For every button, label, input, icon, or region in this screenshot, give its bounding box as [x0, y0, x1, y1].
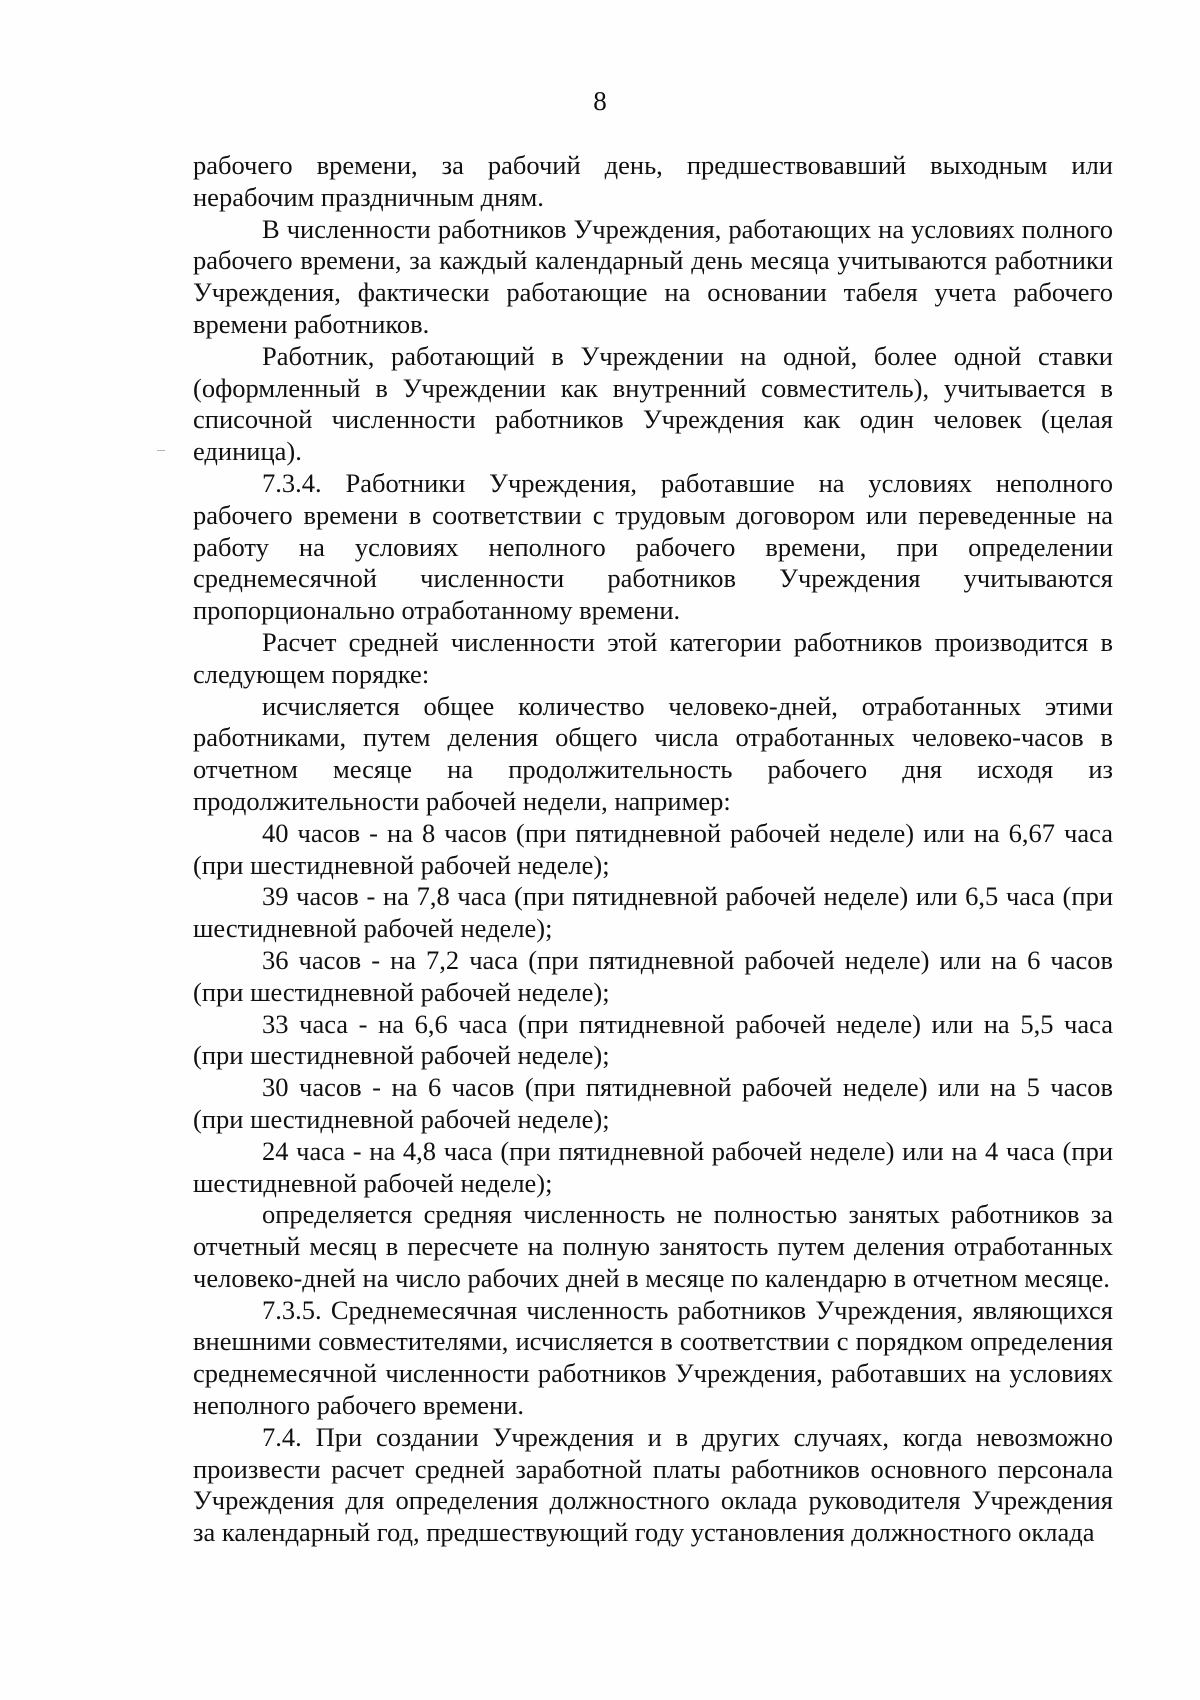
- paragraph-internal-part-timer: Работник, работающий в Учреждении на одной, более одной ставки (оформленный в Учреждении как внутренний совместитель), учитывается в списочной численности работников Учреждения как один человек (целая единица).: [193, 340, 1113, 467]
- list-item-24-hours: 24 часа - на 4,8 часа (при пятидневной рабочей неделе) или на 4 часа (при шестидневной рабочей неделе);: [193, 1135, 1113, 1198]
- paragraph-person-days: исчисляется общее количество человеко-дней, отработанных этими работниками, путем деления общего числа отработанных человеко-часов в отчетном месяце на продолжительность рабочего дня исходя из продолжительности рабочей недели, например:: [193, 690, 1113, 816]
- list-item-39-hours: 39 часов - на 7,8 часа (при пятидневной рабочей неделе) или 6,5 часа (при шестидневной рабочей неделе);: [193, 881, 1113, 944]
- page-number: 8: [593, 86, 607, 116]
- paragraph-average-count: определяется средняя численность не полностью занятых работников за отчетный месяц в пересчете на полную занятость путем деления отработанных человеко-дней на число рабочих дней в месяце по календарю в отчетном месяце.: [193, 1199, 1113, 1293]
- list-item-40-hours: 40 часов - на 8 часов (при пятидневной рабочей неделе) или на 6,67 часа (при шестидневной рабочей неделе);: [193, 817, 1113, 880]
- document-body: [193, 150, 1113, 1549]
- list-item-30-hours: 30 часов - на 6 часов (при пятидневной рабочей неделе) или на 5 часов (при шестидневной рабочей неделе);: [193, 1072, 1113, 1134]
- scan-mark: [157, 450, 165, 451]
- paragraph-7-3-4: 7.3.4. Работники Учреждения, работавшие на условиях неполного рабочего времени в соответствии с трудовым договором или переведенные на работу на условиях неполного рабочего времени, при определении среднемесячной численности работников Учреждения учитываются пропорционально отработанному времени.: [193, 467, 1113, 626]
- paragraph-7-4: 7.4. При создании Учреждения и в других случаях, когда невозможно произвести расчет средней заработной платы работников основного персонала Учреждения для определения должностного оклада руководителя Учреждения за календарный год, предшествующий году установления должностного оклада: [193, 1421, 1113, 1548]
- paragraph-7-3-5: 7.3.5. Среднемесячная численность работников Учреждения, являющихся внешними совместителями, исчисляется в соответствии с порядком определения среднемесячной численности работников Учреждения, работавших на условиях неполного рабочего времени.: [193, 1294, 1113, 1421]
- paragraph-continuation: рабочего времени, за рабочий день, предшествовавший выходным или нерабочим праздничным дням.: [193, 150, 1113, 212]
- list-item-33-hours: 33 часа - на 6,6 часа (при пятидневной рабочей неделе) или на 5,5 часа (при шестидневной рабочей неделе);: [193, 1008, 1113, 1071]
- list-item-36-hours: 36 часов - на 7,2 часа (при пятидневной рабочей неделе) или на 6 часов (при шестидневной рабочей неделе);: [193, 944, 1113, 1007]
- paragraph-full-time-count: В численности работников Учреждения, работающих на условиях полного рабочего времени, за каждый календарный день месяца учитываются работники Учреждения, фактически работающие на основании табеля учета рабочего времени работников.: [193, 213, 1113, 339]
- paragraph-calculation-order: Расчет средней численности этой категории работников производится в следующем порядке:: [193, 626, 1113, 689]
